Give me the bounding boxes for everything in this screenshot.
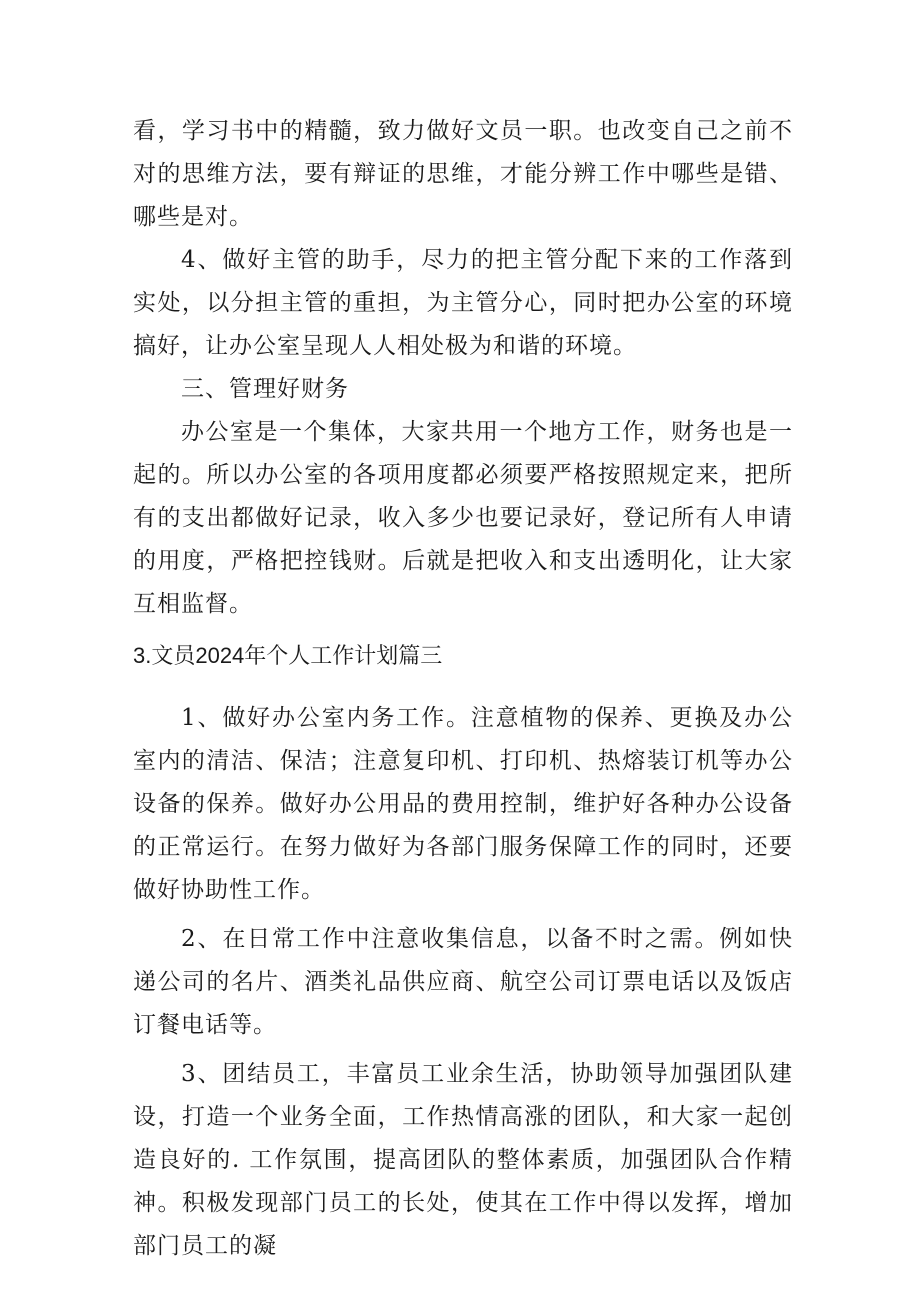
- paragraph-item-2: 2、在日常工作中注意收集信息，以备不时之需。例如快递公司的名片、酒类礼品供应商、航空公司订票电话以及饭店订餐电话等。: [133, 926, 793, 1038]
- paragraph-item-4: 4、做好主管的助手，尽力的把主管分配下来的工作落到实处，以分担主管的重担，为主管分心，同时把办公室的环境搞好，让办公室呈现人人相处极为和谐的环境。: [133, 247, 793, 359]
- document-body: [133, 110, 793, 1268]
- paragraph-item-1: 1、做好办公室内务工作。注意植物的保养、更换及办公室内的清洁、保洁；注意复印机、打印机、热熔装订机等办公设备的保养。做好办公用品的费用控制，维护好各种办公设备的正常运行。在努力做好为各部门服务保障工作的同时，还要做好协助性工作。: [133, 705, 793, 903]
- paragraph-continued: 看，学习书中的精髓，致力做好文员一职。也改变自己之前不对的思维方法，要有辩证的思维，才能分辨工作中哪些是错、哪些是对。: [133, 118, 793, 230]
- paragraph-item-3: 3、团结员工，丰富员工业余生活，协助领导加强团队建设，打造一个业务全面，工作热情高涨的团队，和大家一起创造良好的. 工作氛围，提高团队的整体素质，加强团队合作精神。积极发现部门员工的长处，使其在工作中得以发挥，增加部门员工的凝: [133, 1061, 793, 1259]
- paragraph-finance: 办公室是一个集体，大家共用一个地方工作，财务也是一起的。所以办公室的各项用度都必须要严格按照规定来，把所有的支出都做好记录，收入多少也要记录好，登记所有人申请的用度，严格把控钱财。后就是把收入和支出透明化，让大家互相监督。: [133, 419, 793, 617]
- section-heading-finance: 三、管理好财务: [181, 376, 349, 402]
- article-title: 3.文员2024年个人工作计划篇三: [133, 643, 443, 668]
